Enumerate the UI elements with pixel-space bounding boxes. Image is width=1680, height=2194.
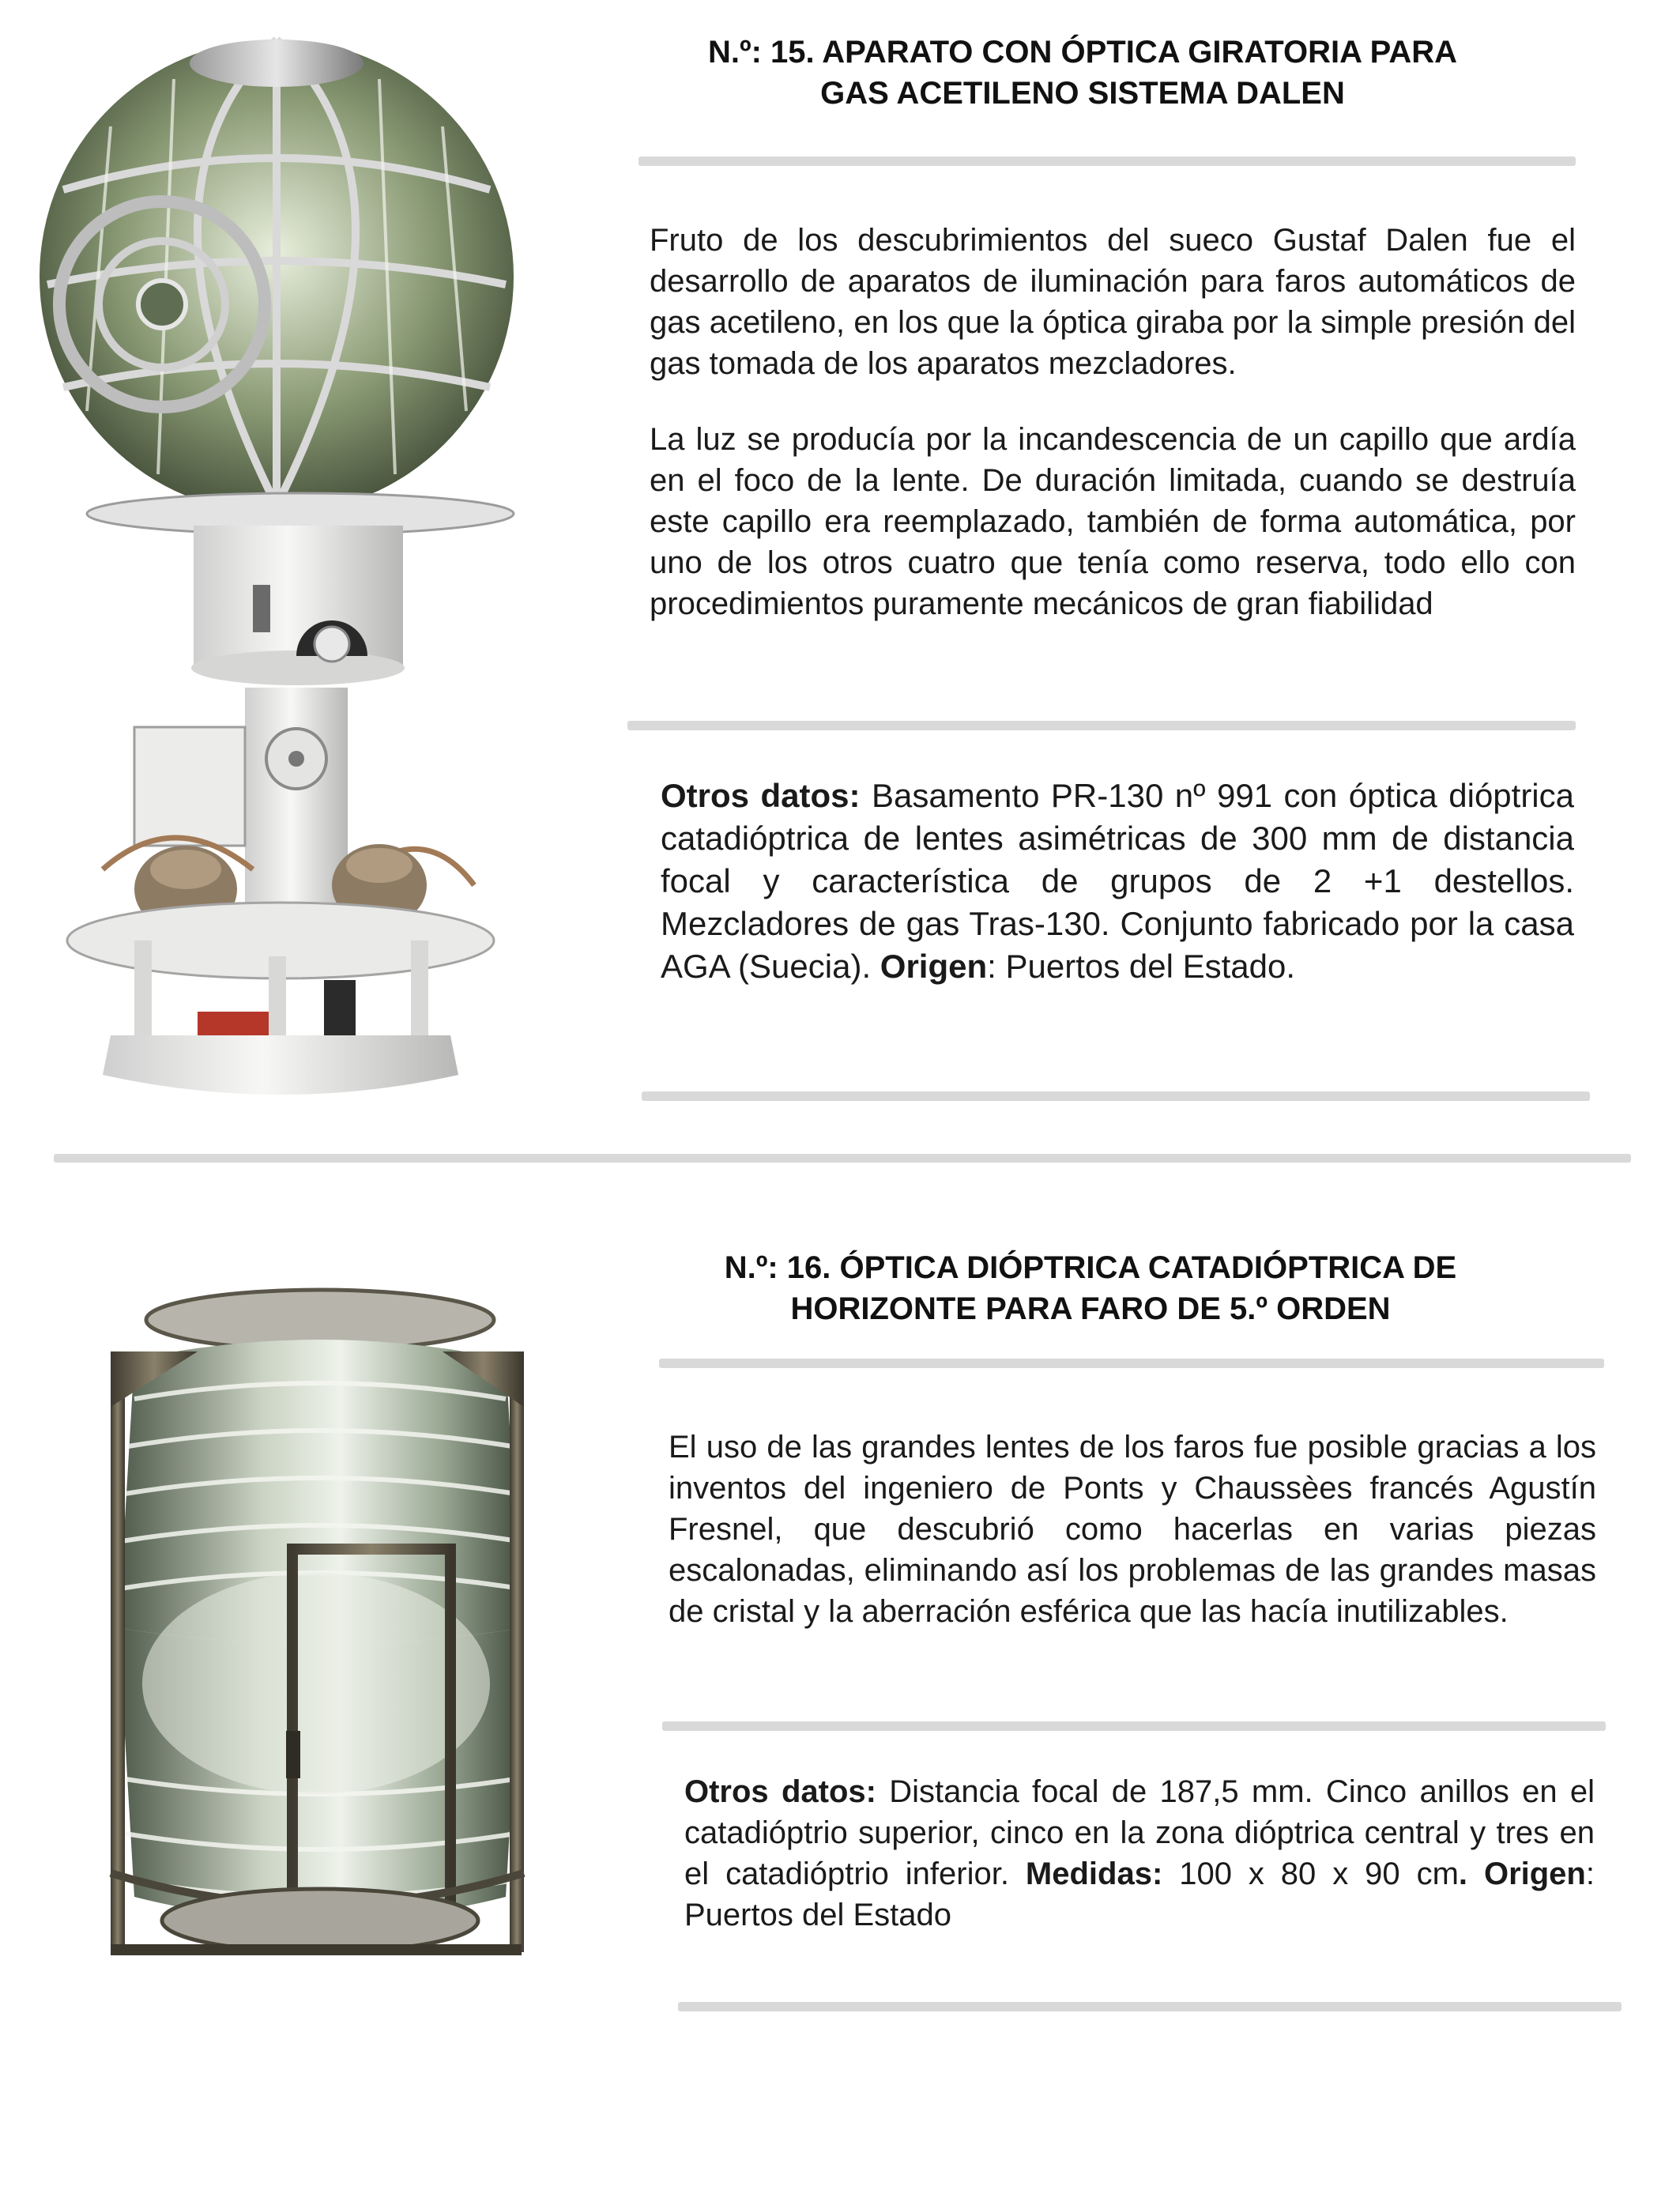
item15-title-line2: GAS ACETILENO SISTEMA DALEN — [820, 76, 1345, 111]
item15-divider-top — [638, 156, 1576, 166]
item15-title-line1: N.º: 15. APARATO CON ÓPTICA GIRATORIA PARA — [708, 35, 1457, 70]
item15-divider-middle — [627, 721, 1576, 730]
item15-description-p1: Fruto de los descubrimientos del sueco Gustaf Dalen fue el desarrollo de aparatos de iluminación para faros automáticos de gas acetileno, en los que la óptica giraba por la simple presión del gas tomada de los aparatos mezcladores. — [650, 223, 1576, 381]
item16-medidas-text: 100 x 80 x 90 cm — [1162, 1857, 1459, 1891]
item16-description: El uso de las grandes lentes de los faros fue posible gracias a los inventos del ingeniero de Ponts y Chaussèes francés Agustín Fresnel, que descubrió como hacerlas en varias piezas escalonadas, eliminando así los problemas de las grandes masas de cristal y la aberración esférica que las hacía inutilizables. — [669, 1430, 1596, 1629]
item16-otros-label: Otros datos: — [684, 1774, 876, 1809]
item16-medidas-label: Medidas: — [1025, 1857, 1163, 1891]
item15-origen-label: Origen — [880, 948, 988, 985]
item16-divider-bottom — [678, 2002, 1622, 2011]
item16-title-line1: N.º: 16. ÓPTICA DIÓPTRICA CATADIÓPTRICA DE — [724, 1250, 1457, 1285]
item15-otros-label: Otros datos: — [661, 777, 861, 814]
item16-origen-label: . Origen — [1458, 1857, 1586, 1891]
item15-description-p2: La luz se producía por la incandescencia de un capillo que ardía en el foco de la lente. De duración limitada, cuando se destruía este capillo era reemplazado, también de forma automática, por uno de los otros cuatro que tenía como reserva, todo ello con procedimientos puramente mecánicos de gran fiabilidad — [650, 422, 1576, 621]
item15-otros-datos — [661, 775, 1574, 988]
item16-divider-top — [659, 1359, 1604, 1368]
item15-divider-bottom — [642, 1091, 1590, 1101]
item15-title — [616, 32, 1549, 114]
item16-title — [624, 1247, 1557, 1329]
item15-otros-text: Basamento PR-130 nº 991 con óptica dióptrica catadióptrica de lentes asimétricas de 300 mm de distancia focal y característica de grupos de 2 +1 destellos. Mezcladores de gas Tras-130. Conjunto fabricado por la casa AGA (Suecia). — [661, 777, 1574, 985]
item15-origen-text: : Puertos del Estado. — [987, 948, 1296, 985]
item16-otros-text: Distancia focal de 187,5 mm. Cinco anillos en el catadióptrio superior, cinco en la zona dióptrica central y tres en el catadióptrio inferior. — [684, 1774, 1595, 1891]
section-separator — [54, 1154, 1631, 1163]
item15-lighthouse-apparatus-photo — [16, 32, 585, 1106]
item16-divider-middle — [662, 1721, 1606, 1731]
item16-title-line2: HORIZONTE PARA FARO DE 5.º ORDEN — [790, 1291, 1391, 1326]
item16-otros-datos — [684, 1771, 1595, 1936]
item16-fresnel-lens-photo — [79, 1288, 553, 2000]
item16-origen-text: : Puertos del Estado — [684, 1857, 1595, 1932]
